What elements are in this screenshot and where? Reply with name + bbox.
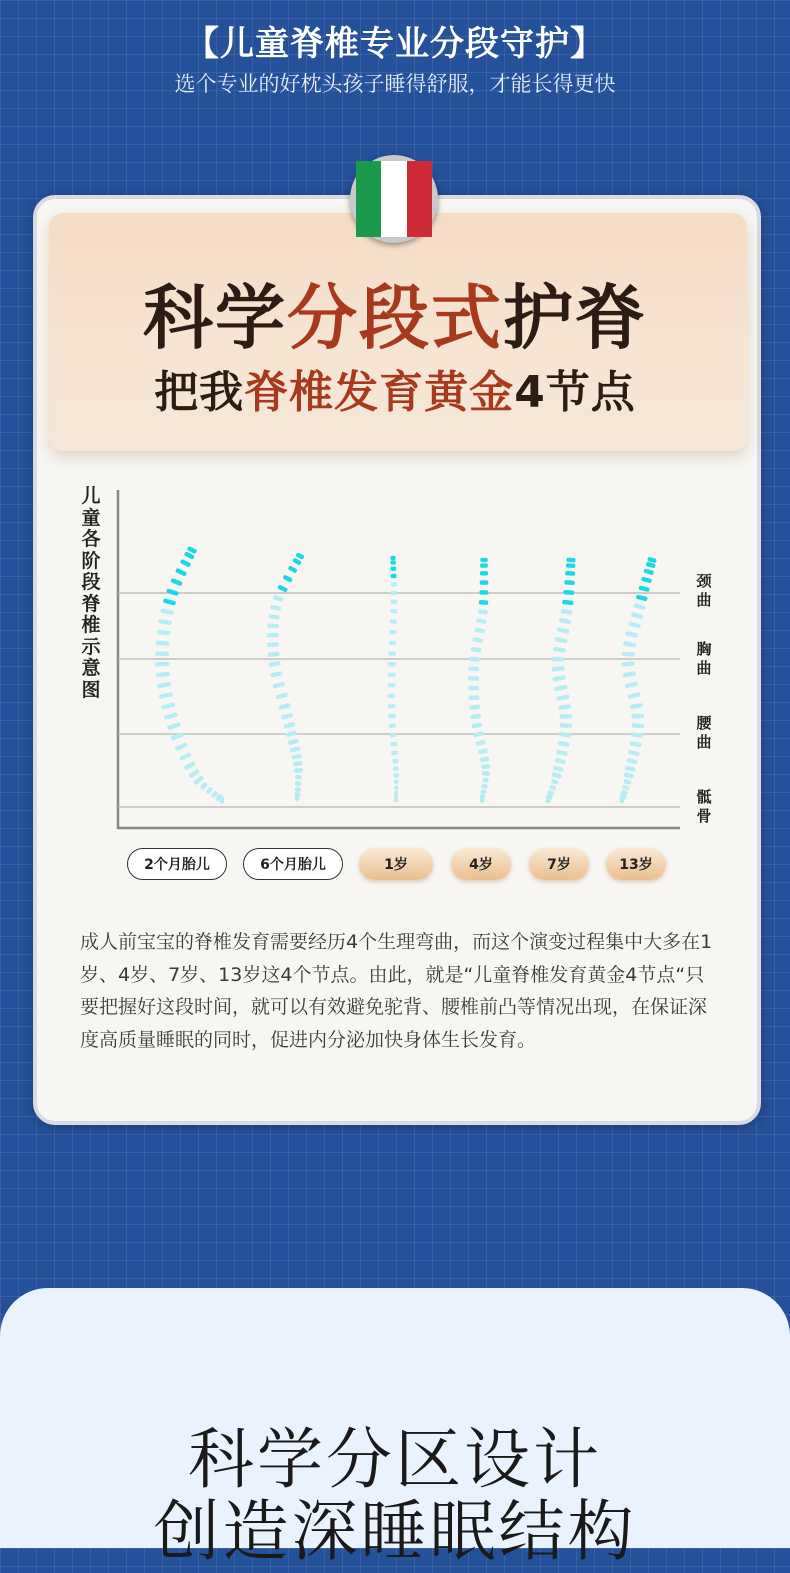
spine-age-13y-vertebra-9 xyxy=(628,621,641,629)
spine-age-4y-vertebra-4 xyxy=(480,580,489,584)
spine-fetus-6m-vertebra-19 xyxy=(283,722,295,729)
flag-stripe-green xyxy=(356,161,381,237)
spine-age-7y-vertebra-6 xyxy=(562,600,574,606)
curve-label-neck: 颈曲 xyxy=(696,572,712,609)
spine-fetus-2m-vertebra-15 xyxy=(157,682,172,689)
spine-age-4y-vertebra-13 xyxy=(468,666,479,671)
spine-age-1y-vertebra-17 xyxy=(388,704,396,709)
spine-fetus-6m-vertebra-5 xyxy=(277,584,288,592)
spine-fetus-6m-vertebra-9 xyxy=(267,623,279,628)
spine-age-4y-vertebra-21 xyxy=(475,740,486,747)
spine-age-13y-vertebra-5 xyxy=(638,585,650,592)
spine-age-13y-vertebra-4 xyxy=(641,576,652,583)
spine-age-13y-vertebra-7 xyxy=(633,603,645,610)
spine-age-7y-vertebra-27 xyxy=(549,784,557,791)
spine-age-13y-vertebra-8 xyxy=(631,612,644,620)
spine-age-7y-vertebra-15 xyxy=(554,684,568,691)
curve-label-sacrum: 骶骨 xyxy=(696,788,712,825)
spine-age-4y-vertebra-23 xyxy=(480,756,490,762)
spine-age-1y-vertebra-28 xyxy=(394,790,398,794)
spine-diagram xyxy=(60,480,700,840)
age-pill-13y: 13岁 xyxy=(606,848,666,880)
spine-age-7y-vertebra-14 xyxy=(552,675,566,682)
spine-age-7y-vertebra-20 xyxy=(559,732,572,738)
spine-age-7y-vertebra-11 xyxy=(553,647,566,653)
spine-age-1y-vertebra-7 xyxy=(391,600,398,605)
spine-age-4y-vertebra-16 xyxy=(468,695,479,700)
spine-age-1y-vertebra-21 xyxy=(390,742,397,747)
spine-age-1y-vertebra-5 xyxy=(391,582,397,587)
page-title: 【儿童脊椎专业分段守护】 xyxy=(185,24,605,64)
spine-age-4y-vertebra-22 xyxy=(478,748,488,755)
spine-fetus-6m-vertebra-8 xyxy=(268,614,280,620)
spine-age-13y-vertebra-24 xyxy=(625,765,636,771)
headline-secondary-part1: 把我 xyxy=(154,367,245,418)
spine-age-13y-vertebra-12 xyxy=(622,651,635,656)
spine-age-7y-vertebra-18 xyxy=(559,714,572,719)
spine-age-1y-vertebra-26 xyxy=(394,780,398,784)
spine-age-7y-vertebra-19 xyxy=(559,723,572,728)
spine-age-4y-vertebra-26 xyxy=(482,778,489,783)
spine-age-1y-vertebra-20 xyxy=(389,733,396,738)
next-section-title-line2: 创造深睡眠结构 xyxy=(153,1493,637,1570)
spine-age-4y-vertebra-20 xyxy=(473,731,484,738)
spine-fetus-6m-vertebra-2 xyxy=(292,558,302,566)
spine-age-1y-vertebra-18 xyxy=(388,714,396,719)
page-subtitle: 选个专业的好枕头孩子睡得舒服，才能长得更快 xyxy=(174,72,616,96)
spine-age-13y-vertebra-10 xyxy=(625,631,638,638)
spine-age-1y-vertebra-12 xyxy=(388,651,396,656)
spine-age-1y-vertebra-9 xyxy=(390,619,397,624)
spine-age-4y-vertebra-3 xyxy=(480,571,488,575)
spine-fetus-2m-vertebra-8 xyxy=(160,608,174,615)
spine-fetus-2m-vertebra-22 xyxy=(179,752,192,761)
spine-age-1y-vertebra-27 xyxy=(394,785,398,789)
spine-fetus-2m-vertebra-10 xyxy=(157,630,171,636)
curve-label-waist: 腰曲 xyxy=(696,714,712,751)
spine-fetus-6m-vertebra-18 xyxy=(281,713,293,720)
spine-age-1y-vertebra-13 xyxy=(388,662,396,667)
spine-age-7y-vertebra-21 xyxy=(557,741,569,748)
next-section-title-line1: 科学分区设计 xyxy=(188,1421,602,1498)
italy-flag-icon xyxy=(350,155,438,243)
spine-age-1y-vertebra-10 xyxy=(389,630,397,635)
spine-fetus-6m-vertebra-12 xyxy=(267,651,279,657)
headline-primary xyxy=(0,262,790,363)
spine-fetus-2m-vertebra-12 xyxy=(155,652,169,656)
spine-fetus-6m-vertebra-3 xyxy=(288,565,298,573)
spine-fetus-6m-vertebra-21 xyxy=(288,738,300,745)
spine-age-4y-vertebra-11 xyxy=(470,647,481,653)
spine-age-4y-vertebra-28 xyxy=(480,789,486,794)
spine-age-4y-vertebra-15 xyxy=(468,686,479,691)
spine-age-7y-vertebra-13 xyxy=(551,666,564,671)
spine-age-1y-vertebra-30 xyxy=(394,798,398,802)
spine-fetus-6m-vertebra-13 xyxy=(268,661,281,667)
age-pill-7y: 7岁 xyxy=(529,848,589,880)
spine-fetus-2m-vertebra-17 xyxy=(161,702,176,710)
spine-age-13y-vertebra-3 xyxy=(643,568,654,575)
spine-fetus-2m-vertebra-9 xyxy=(158,619,172,625)
spine-age-13y-vertebra-20 xyxy=(631,732,644,738)
spine-age-1y-vertebra-11 xyxy=(389,641,397,646)
spine-age-7y-vertebra-22 xyxy=(556,749,568,756)
spine-age-1y-vertebra-1 xyxy=(390,556,395,561)
spine-age-13y-vertebra-27 xyxy=(622,785,630,791)
spine-fetus-2m-vertebra-19 xyxy=(167,722,181,730)
spine-age-4y-vertebra-30 xyxy=(480,797,484,803)
spine-age-7y-vertebra-9 xyxy=(557,627,570,634)
spine-fetus-6m-vertebra-15 xyxy=(272,682,285,689)
spine-age-4y-vertebra-18 xyxy=(470,714,481,720)
spine-fetus-2m-vertebra-11 xyxy=(155,641,169,646)
spine-age-4y-vertebra-7 xyxy=(478,609,488,615)
spine-age-1y-vertebra-6 xyxy=(391,591,398,595)
spine-age-4y-vertebra-1 xyxy=(480,558,488,562)
spine-fetus-2m-vertebra-18 xyxy=(164,712,179,720)
spine-age-4y-vertebra-25 xyxy=(482,771,491,776)
spine-age-13y-vertebra-6 xyxy=(636,594,648,601)
flag-stripe-white xyxy=(381,161,406,237)
spine-fetus-2m-vertebra-5 xyxy=(170,578,183,587)
spine-fetus-2m-vertebra-14 xyxy=(156,672,171,678)
spine-age-4y-vertebra-6 xyxy=(479,600,489,605)
spine-fetus-6m-vertebra-7 xyxy=(270,605,281,611)
spine-age-4y-vertebra-2 xyxy=(480,563,488,567)
spine-age-13y-vertebra-25 xyxy=(623,772,634,779)
spine-age-4y-vertebra-12 xyxy=(469,657,480,662)
diagram-vertical-label: 儿童各阶段脊椎示意图 xyxy=(81,485,101,701)
spine-fetus-6m-vertebra-30 xyxy=(295,795,299,801)
spine-age-7y-vertebra-4 xyxy=(564,580,575,585)
spine-fetus-2m-vertebra-27 xyxy=(205,786,213,795)
headline-primary-part1: 科学 xyxy=(143,277,287,359)
spine-age-13y-vertebra-23 xyxy=(626,758,638,765)
spine-fetus-6m-vertebra-11 xyxy=(267,642,279,647)
spine-age-4y-vertebra-5 xyxy=(479,590,488,595)
spine-age-4y-vertebra-27 xyxy=(481,784,487,789)
headline-secondary-highlight: 脊椎发育黄金 xyxy=(244,367,515,418)
spine-age-4y-vertebra-10 xyxy=(472,637,483,643)
age-pill-1y: 1岁 xyxy=(359,848,433,880)
spine-age-7y-vertebra-8 xyxy=(559,618,572,625)
spine-fetus-2m-vertebra-3 xyxy=(180,559,192,568)
spine-age-13y-vertebra-11 xyxy=(623,641,636,647)
spine-age-7y-vertebra-1 xyxy=(566,557,575,562)
spine-age-4y-vertebra-9 xyxy=(474,627,485,633)
spine-age-7y-vertebra-30 xyxy=(546,797,550,804)
spine-age-7y-vertebra-23 xyxy=(554,758,566,765)
spine-age-7y-vertebra-10 xyxy=(555,637,568,644)
spine-age-13y-vertebra-22 xyxy=(628,750,640,757)
spine-fetus-6m-vertebra-25 xyxy=(294,768,303,773)
spine-fetus-2m-vertebra-4 xyxy=(175,568,187,577)
spine-age-1y-vertebra-2 xyxy=(390,560,396,565)
spine-age-4y-vertebra-17 xyxy=(469,705,480,710)
age-pill-6m-fetus: 6个月胎儿 xyxy=(243,848,343,880)
spine-fetus-2m-vertebra-6 xyxy=(166,588,179,596)
spine-fetus-2m-vertebra-16 xyxy=(159,692,174,699)
spine-age-1y-vertebra-16 xyxy=(388,694,396,698)
headline-primary-highlight: 分段式 xyxy=(287,277,503,359)
spine-age-4y-vertebra-19 xyxy=(471,722,482,728)
spine-age-13y-vertebra-26 xyxy=(623,779,631,785)
spine-age-7y-vertebra-16 xyxy=(556,694,570,701)
spine-fetus-2m-vertebra-25 xyxy=(193,775,204,786)
spine-age-7y-vertebra-7 xyxy=(561,609,573,615)
spine-fetus-6m-vertebra-27 xyxy=(295,781,302,786)
flag-stripe-red xyxy=(407,161,432,237)
spine-age-13y-vertebra-21 xyxy=(629,741,642,748)
age-pill-4y: 4岁 xyxy=(451,848,511,880)
spine-fetus-2m-vertebra-23 xyxy=(183,761,196,771)
spine-age-1y-vertebra-8 xyxy=(390,609,397,614)
spine-fetus-6m-vertebra-17 xyxy=(278,703,291,710)
spine-fetus-6m-vertebra-4 xyxy=(282,574,293,582)
headline-primary-part3: 护脊 xyxy=(503,277,647,359)
spine-fetus-2m-vertebra-20 xyxy=(170,732,184,741)
headline-secondary-part3: 4节点 xyxy=(514,367,636,418)
spine-age-1y-vertebra-25 xyxy=(393,773,399,778)
spine-age-7y-vertebra-24 xyxy=(553,765,564,772)
spine-fetus-6m-vertebra-6 xyxy=(273,595,284,602)
spine-age-7y-vertebra-17 xyxy=(558,704,571,710)
spine-fetus-2m-vertebra-7 xyxy=(163,598,176,605)
spine-age-7y-vertebra-26 xyxy=(551,779,559,786)
spine-fetus-6m-vertebra-1 xyxy=(295,552,304,560)
spine-fetus-6m-vertebra-24 xyxy=(293,761,303,766)
spine-age-13y-vertebra-14 xyxy=(622,671,636,678)
spine-fetus-6m-vertebra-23 xyxy=(291,754,302,760)
spine-age-13y-vertebra-18 xyxy=(631,714,644,719)
spine-fetus-2m-vertebra-21 xyxy=(174,742,188,751)
spine-fetus-6m-vertebra-26 xyxy=(295,775,302,780)
curve-label-chest: 胸曲 xyxy=(696,640,712,677)
spine-age-1y-vertebra-24 xyxy=(393,766,399,771)
spine-age-1y-vertebra-22 xyxy=(391,750,398,755)
spine-age-13y-vertebra-16 xyxy=(627,692,641,699)
spine-age-7y-vertebra-5 xyxy=(563,590,574,595)
spine-fetus-2m-vertebra-30 xyxy=(220,796,224,803)
spine-age-7y-vertebra-12 xyxy=(552,657,565,662)
spine-age-13y-vertebra-13 xyxy=(621,661,635,667)
spine-fetus-6m-vertebra-14 xyxy=(270,671,283,678)
spine-fetus-6m-vertebra-20 xyxy=(285,730,297,737)
spine-fetus-2m-vertebra-26 xyxy=(200,781,209,790)
age-pill-2m-fetus: 2个月胎儿 xyxy=(127,848,227,880)
spine-fetus-2m-vertebra-24 xyxy=(188,769,200,779)
spine-age-7y-vertebra-25 xyxy=(551,772,562,779)
spine-age-13y-vertebra-19 xyxy=(632,723,645,728)
spine-fetus-6m-vertebra-28 xyxy=(294,787,301,792)
spine-age-1y-vertebra-19 xyxy=(388,723,396,728)
spine-age-4y-vertebra-8 xyxy=(476,618,487,624)
spine-fetus-6m-vertebra-22 xyxy=(290,746,301,753)
headline-secondary xyxy=(0,356,790,420)
spine-age-13y-vertebra-30 xyxy=(620,797,624,804)
spine-age-1y-vertebra-3 xyxy=(390,566,396,571)
spine-age-13y-vertebra-17 xyxy=(630,703,644,709)
spine-age-1y-vertebra-14 xyxy=(388,672,396,676)
spine-fetus-6m-vertebra-16 xyxy=(275,692,288,699)
spine-age-4y-vertebra-14 xyxy=(468,676,479,680)
spine-age-1y-vertebra-4 xyxy=(391,574,397,579)
spine-age-4y-vertebra-24 xyxy=(481,764,490,769)
spine-age-1y-vertebra-15 xyxy=(388,683,396,687)
spine-age-1y-vertebra-23 xyxy=(392,759,399,764)
description-paragraph: 成人前宝宝的脊椎发育需要经历4个生理弯曲，而这个演变过程集中大多在1岁、4岁、7岁、13岁这4个节点。由此，就是“儿童脊椎发育黄金4节点“只要把握好这段时间，就可以有效避免驼背、腰椎前凸等情况出现，在保证深度高质量睡眠的同时，促进内分泌加快身体生长发育。 xyxy=(80,931,713,1051)
spine-fetus-6m-vertebra-10 xyxy=(267,633,279,638)
spine-age-13y-vertebra-15 xyxy=(625,681,639,688)
spine-fetus-2m-vertebra-13 xyxy=(155,662,169,667)
spine-age-7y-vertebra-3 xyxy=(565,571,575,576)
spine-age-7y-vertebra-2 xyxy=(566,563,576,568)
